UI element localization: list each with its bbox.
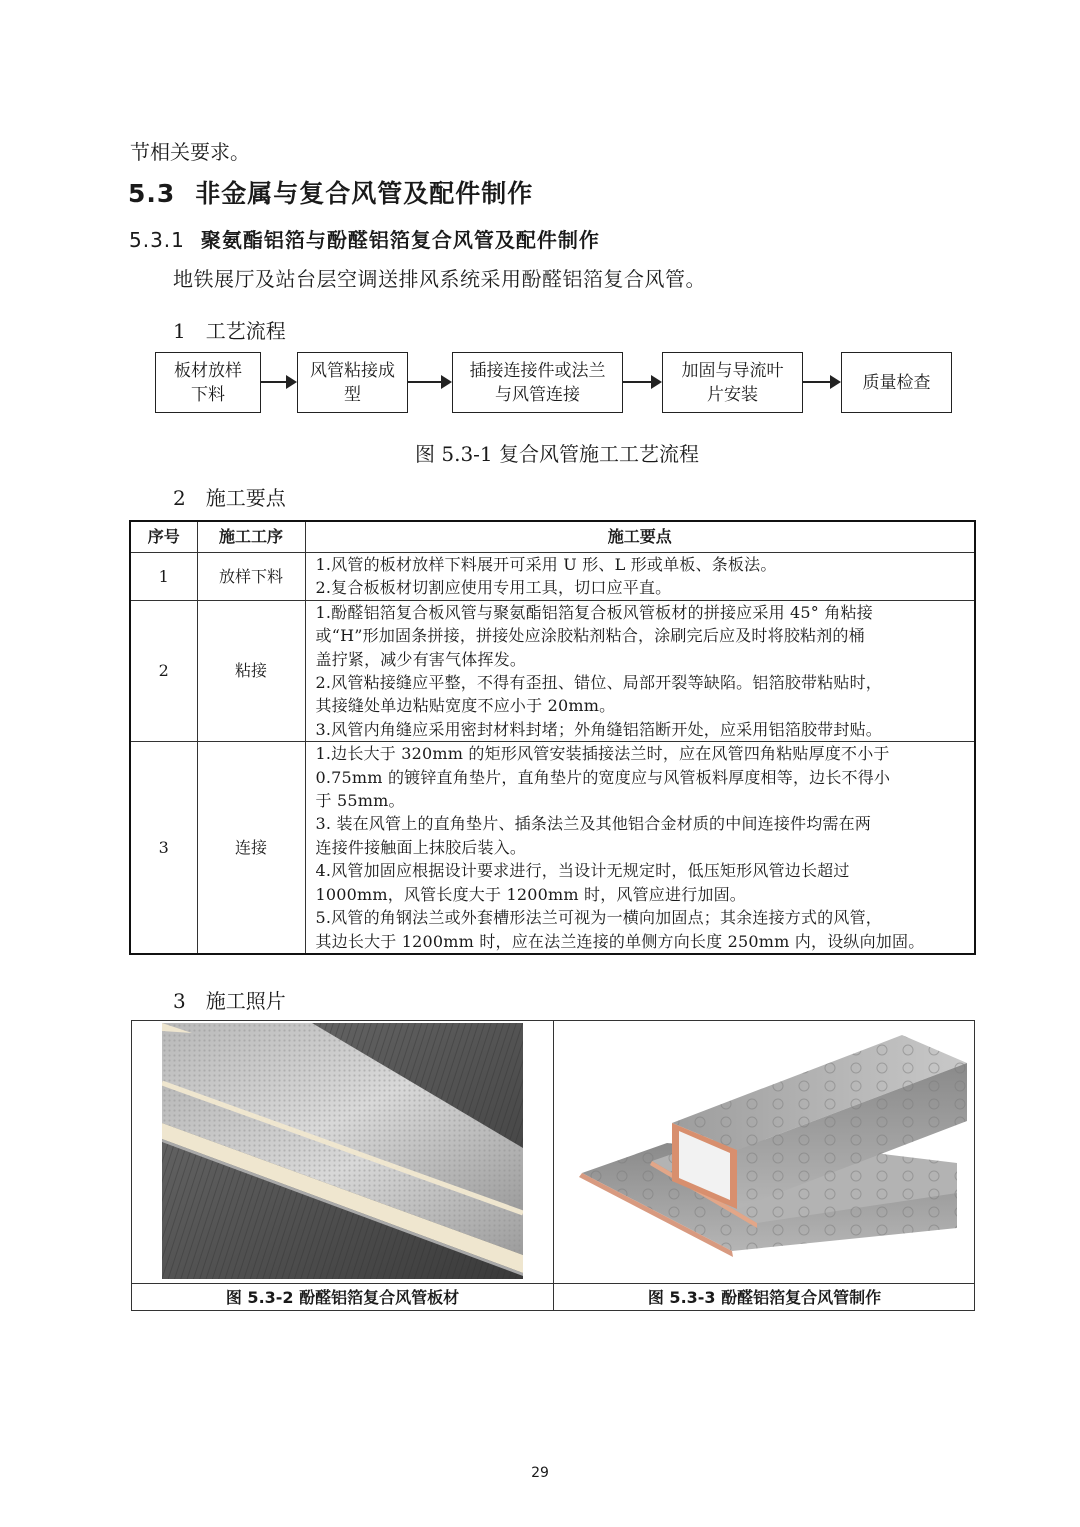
flow-arrow bbox=[623, 375, 662, 389]
table-row bbox=[130, 553, 975, 601]
point-line: 3. 装在风管上的直角垫片、插条法兰及其他铝合金材质的中间连接件均需在两 bbox=[315, 814, 872, 834]
part2-title: 施工要点 bbox=[205, 486, 286, 510]
flow-arrow bbox=[261, 375, 297, 389]
row-divider bbox=[132, 1283, 974, 1284]
header-process: 施工工序 bbox=[197, 521, 305, 553]
flow-step-inspection bbox=[841, 352, 952, 413]
flow-step-line: 板材放样 bbox=[174, 360, 242, 381]
point-line: 1.风管的板材放样下料展开可采用 U 形、L 形或单板、条板法。 bbox=[315, 555, 777, 574]
construction-points-table bbox=[129, 520, 976, 955]
point-line: 3.风管内角缝应采用密封材料封堵；外角缝铝箔断开处，应采用铝箔胶带封贴。 bbox=[315, 719, 882, 739]
point-line: 盖拧紧，减少有害气体挥发。 bbox=[315, 649, 527, 669]
flow-step-line: 风管粘接成 bbox=[310, 360, 395, 381]
part1-heading bbox=[173, 318, 286, 344]
point-line: 4.风管加固应根据设计要求进行，当设计无规定时，低压矩形风管边长超过 bbox=[315, 861, 850, 881]
page-number: 29 bbox=[531, 1465, 549, 1481]
point-line: 5.风管的角钢法兰或外套槽形法兰可视为一横向加固点；其余连接方式的风管， bbox=[315, 908, 882, 928]
part3-title: 施工照片 bbox=[205, 989, 286, 1013]
table-row bbox=[130, 742, 975, 954]
table-header-row bbox=[130, 521, 975, 553]
flow-step-line: 型 bbox=[344, 384, 361, 405]
flow-step-bonding bbox=[297, 352, 408, 413]
flow-step-cutting bbox=[155, 352, 261, 413]
photo-table bbox=[131, 1020, 975, 1311]
flow-step-line: 下料 bbox=[191, 384, 225, 405]
subsection-heading bbox=[129, 224, 600, 253]
row-process: 放样下料 bbox=[197, 553, 305, 601]
row-no: 1 bbox=[130, 553, 197, 601]
point-line: 1000mm，风管长度大于 1200mm 时，风管应进行加固。 bbox=[315, 884, 746, 904]
figure-5-3-1-caption: 图 5.3-1 复合风管施工工艺流程 bbox=[415, 442, 700, 466]
point-line: 1.边长大于 320mm 的矩形风管安装插接法兰时，应在风管四角粘贴厚度不小于 bbox=[315, 744, 890, 764]
column-divider bbox=[553, 1021, 554, 1310]
point-line: 连接件接触面上抹胶后装入。 bbox=[315, 837, 527, 857]
intro-paragraph: 地铁展厅及站台层空调送排风系统采用酚醛铝箔复合风管。 bbox=[173, 267, 706, 291]
flow-step-line: 质量检查 bbox=[862, 372, 931, 393]
flow-step-reinforcing bbox=[662, 352, 803, 413]
point-line: 其边长大于 1200mm 时，应在法兰连接的单侧方向长度 250mm 内，设纵向加固。 bbox=[315, 931, 925, 951]
row-points bbox=[305, 742, 975, 954]
part3-number: 3 bbox=[173, 989, 186, 1013]
flow-step-line: 与风管连接 bbox=[495, 384, 580, 405]
continuation-text: 节相关要求。 bbox=[130, 140, 250, 164]
subsection-number: 5.3.1 bbox=[129, 228, 185, 252]
point-line: 或“H”形加固条拼接，拼接处应涂胶粘剂粘合，涂刷完后应及时将胶粘剂的桶 bbox=[315, 626, 865, 646]
board-panels-illustration bbox=[162, 1023, 523, 1279]
point-line: 2.复合板板材切割应使用专用工具，切口应平直。 bbox=[315, 578, 672, 598]
section-heading bbox=[128, 174, 533, 210]
flow-arrow bbox=[408, 375, 452, 389]
part3-heading bbox=[173, 988, 286, 1014]
row-process: 连接 bbox=[197, 742, 305, 954]
point-line: 其接缝处单边粘贴宽度不应小于 20mm。 bbox=[315, 696, 616, 716]
point-line: 0.75mm 的镀锌直角垫片，直角垫片的宽度应与风管板料厚度相等，边长不得小 bbox=[315, 767, 891, 787]
flow-step-line: 片安装 bbox=[707, 384, 758, 405]
flow-step-line: 加固与导流叶 bbox=[681, 360, 784, 381]
flow-step-connecting bbox=[452, 352, 623, 413]
row-points bbox=[305, 600, 975, 741]
section-title: 非金属与复合风管及配件制作 bbox=[195, 179, 534, 208]
row-process: 粘接 bbox=[197, 600, 305, 741]
photo-composite-board-panels bbox=[162, 1023, 523, 1279]
table-row bbox=[130, 600, 975, 741]
part1-title: 工艺流程 bbox=[205, 319, 286, 343]
photo2-caption: 图 5.3-3 酚醛铝箔复合风管制作 bbox=[647, 1288, 882, 1307]
row-points bbox=[305, 553, 975, 601]
photo1-caption: 图 5.3-2 酚醛铝箔复合风管板材 bbox=[225, 1288, 460, 1307]
part2-number: 2 bbox=[173, 486, 186, 510]
point-line: 2.风管粘接缝应平整，不得有歪扭、错位、局部开裂等缺陷。铝箔胶带粘贴时， bbox=[315, 673, 882, 693]
point-line: 于 55mm。 bbox=[315, 791, 405, 811]
subsection-title: 聚氨酯铝箔与酚醛铝箔复合风管及配件制作 bbox=[200, 228, 600, 252]
point-line: 1.酚醛铝箔复合板风管与聚氨酯铝箔复合板风管板材的拼接应采用 45° 角粘接 bbox=[315, 602, 873, 622]
header-no: 序号 bbox=[130, 521, 197, 553]
part2-heading bbox=[173, 485, 286, 511]
flow-step-line: 插接连接件或法兰 bbox=[469, 360, 606, 381]
duct-illustration bbox=[557, 1023, 972, 1279]
section-number: 5.3 bbox=[128, 179, 176, 208]
header-points: 施工要点 bbox=[305, 521, 975, 553]
row-no: 3 bbox=[130, 742, 197, 954]
flow-arrow bbox=[803, 375, 841, 389]
photo-composite-duct-fabrication bbox=[557, 1023, 972, 1279]
part1-number: 1 bbox=[173, 319, 186, 343]
row-no: 2 bbox=[130, 600, 197, 741]
